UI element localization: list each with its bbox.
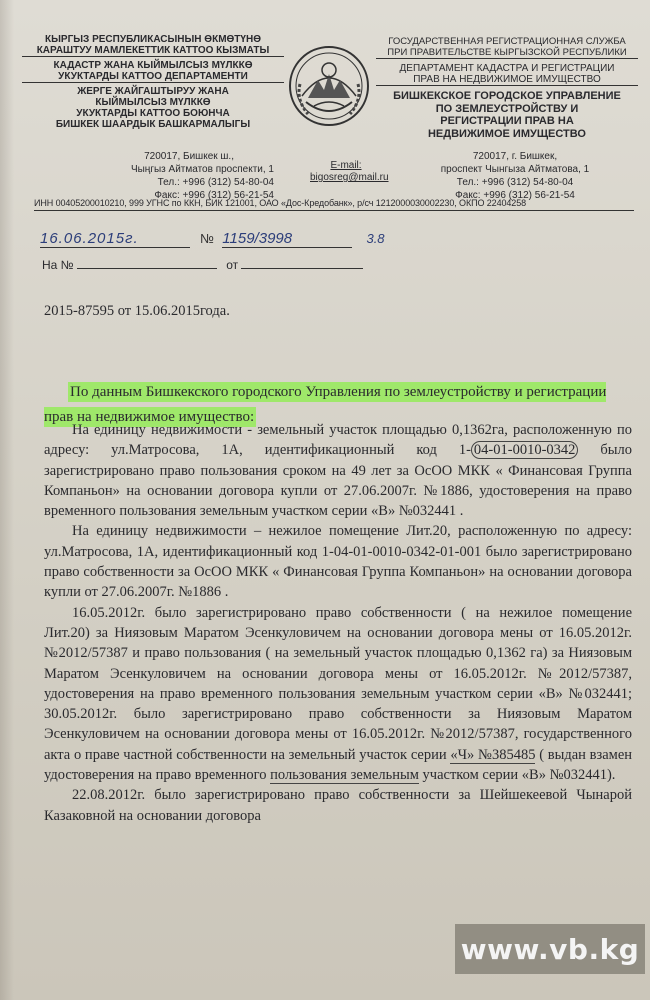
address-line: Чыңгыз Айтматов проспекти, 1 [130,164,274,175]
ref-blank-line [77,258,217,269]
header-right-line: ПО ЗЕМЛЕУСТРОЙСТВУ И [435,102,579,115]
paragraph-text: На единицу недвижимости - земельный участок площадью 0,1362га, расположенную по адресу: ул.Матросова, 1А, идентификационный код 1- [44,422,632,459]
header-right-line: ПРИ ПРАВИТЕЛЬСТВЕ КЫРГЫЗСКОЙ РЕСПУБЛИКИ [376,47,638,59]
header-right-line: БИШКЕКСКОЕ ГОРОДСКОЕ УПРАВЛЕНИЕ [393,90,621,102]
paragraph-text: На единицу недвижимости – нежилое помещение Лит.20, расположенную по адресу: ул.Матросова, 1А, идентификационный код 1-04-01-0010-0342-01-001 было зарегистрировано право собственности за ОсОО МКК « Финансовая Группа Компаньон» на основании договора купли от 27.06.2007г. №1886 . [44,523,632,601]
address-line: Тел.: +996 (312) 54-80-04 [157,177,274,188]
highlighted-intro: По данным Бишкекского городского Управления по землеустройству и регистрации прав на недвижимое имущество: [44,384,607,425]
address-line: Факс: +996 (312) 56-21-54 [455,190,575,201]
address-line: проспект Чынгыза Айтматова, 1 [440,164,590,175]
handwritten-number: 1159/3998 [222,230,352,248]
header-right-block [376,36,638,140]
header-left-line: БИШКЕК ШААРДЫК БАШКАРМАЛЫГЫ [55,119,251,130]
reference-line: 2015-87595 от 15.06.2015года. [44,303,230,319]
header-left-line: КАРАШТУУ МАМЛЕКЕТТИК КАТТОО КЫЗМАТЫ [22,45,284,57]
header-left-line: КАДАСТР ЖАНА КЫЙМЫЛСЫЗ МҮЛККӨ [53,60,253,71]
header-left-line: КЫЙМЫЛСЫЗ МҮЛККӨ [95,97,211,108]
paragraph-text: 22.08.2012г. было зарегистрировано право собственности за Шейшекеевой Чынарой Казаковной на основании договора [44,787,632,824]
from-blank-line [241,258,363,269]
header-right-line: ПРАВ НА НЕДВИЖИМОЕ ИМУЩЕСТВО [376,74,638,86]
email-label: E-mail: [330,160,362,171]
handwritten-mark: 3.8 [366,231,385,246]
email-link[interactable]: bigosreg@mail.ru [310,172,389,183]
paragraph-land-plot [44,420,632,521]
handwritten-date: 16.06.2015г. [40,230,190,248]
number-label: № [200,231,215,246]
header-left-line: УКУКТАРДЫ КАТТОО БОЮНЧА [76,108,230,119]
left-address [34,150,274,202]
header-left-line: УКУКТАРДЫ КАТТОО ДЕПАРТАМЕНТИ [22,71,284,83]
address-line: 720017, Бишкек ш., [144,151,234,162]
header-right-line: РЕГИСТРАЦИИ ПРАВ НА [440,115,574,127]
watermark-text: www.vb.kg [460,932,640,966]
address-line: Тел.: +996 (312) 54-80-04 [456,177,574,188]
circled-code: 04-01-0010-0342 [471,441,579,459]
document-body [44,420,632,826]
paragraph-text: было зарегистрировано право пользования сроком на 49 лет за ОсОО МКК « Финансовая Группа Компаньон» на основании договора купли от 27.06.2007г. №1886, удостоверения на право временного пользования земельным участком серии «В» №032441 . [44,442,632,520]
paragraph-registration-2012-08 [44,785,632,826]
paragraph-text: участком серии «В» №032441). [418,767,616,784]
outgoing-number-row [40,230,385,248]
header-right-line: ГОСУДАРСТВЕННАЯ РЕГИСТРАЦИОННАЯ СЛУЖБА [388,36,626,47]
email-block [310,160,389,184]
underlined-series: «Ч» №385485 [450,746,536,763]
header-right-line: НЕДВИЖИМОЕ ИМУЩЕСТВО [427,127,586,140]
header-left-line: ЖЕРГЕ ЖАЙГАШТЫРУУ ЖАНА [77,86,229,97]
header-left-line: КЫРГЫЗ РЕСПУБЛИКАСЫНЫН ӨКМӨТҮНӨ [45,34,261,45]
incoming-reference-row [42,258,363,272]
page-fold-shadow [0,0,14,1000]
paragraph-premises [44,521,632,602]
address-line: Факс: +996 (312) 56-21-54 [154,190,274,201]
paragraph-ownership-2012 [44,603,632,786]
underlined-text: пользования земельным [270,767,419,784]
address-line: 720017, г. Бишкек, [472,151,558,162]
ref-label: На № [42,258,74,272]
site-watermark [455,924,645,974]
paragraph-text: 16.05.2012г. было зарегистрировано право собственности ( на нежилое помещение Лит.20) за Ниязовым Маратом Эсенкуловичем на основании договора мены от 16.05.2012г. №2012/57387 и право пользования ( на земельный участок площадью 0,1362 га) за Ниязовым Маратом Эсенкуловичем на основании договора мены от 16.05.2012г. №2012/57387, удостоверения на право временного пользования земельным участком серии «В» №032441; 30.05.2012г. было зарегистрировано право собственности за Ниязовым Маратом Эсенкуловичем на основании договора мены от 16.05.2012г. №2012/57387, государственного акта о праве частной собственности на земельный участок серии [44,604,632,763]
right-address [400,150,630,202]
header-left-block [22,34,284,130]
paragraph-text: ( выдан взамен удостоверения на право временного [44,746,633,784]
header-right-line: ДЕПАРТАМЕНТ КАДАСТРА И РЕГИСТРАЦИИ [399,63,615,74]
bank-details-line: ИНН 00405200010210, 999 УГНС по ККН, БИК 121001, ОАО «Дос-Кредобанк», р/сч 1212000030002230, ОКПО 22404258 [34,198,634,211]
from-label: от [226,258,239,272]
state-emblem-icon [288,40,370,132]
